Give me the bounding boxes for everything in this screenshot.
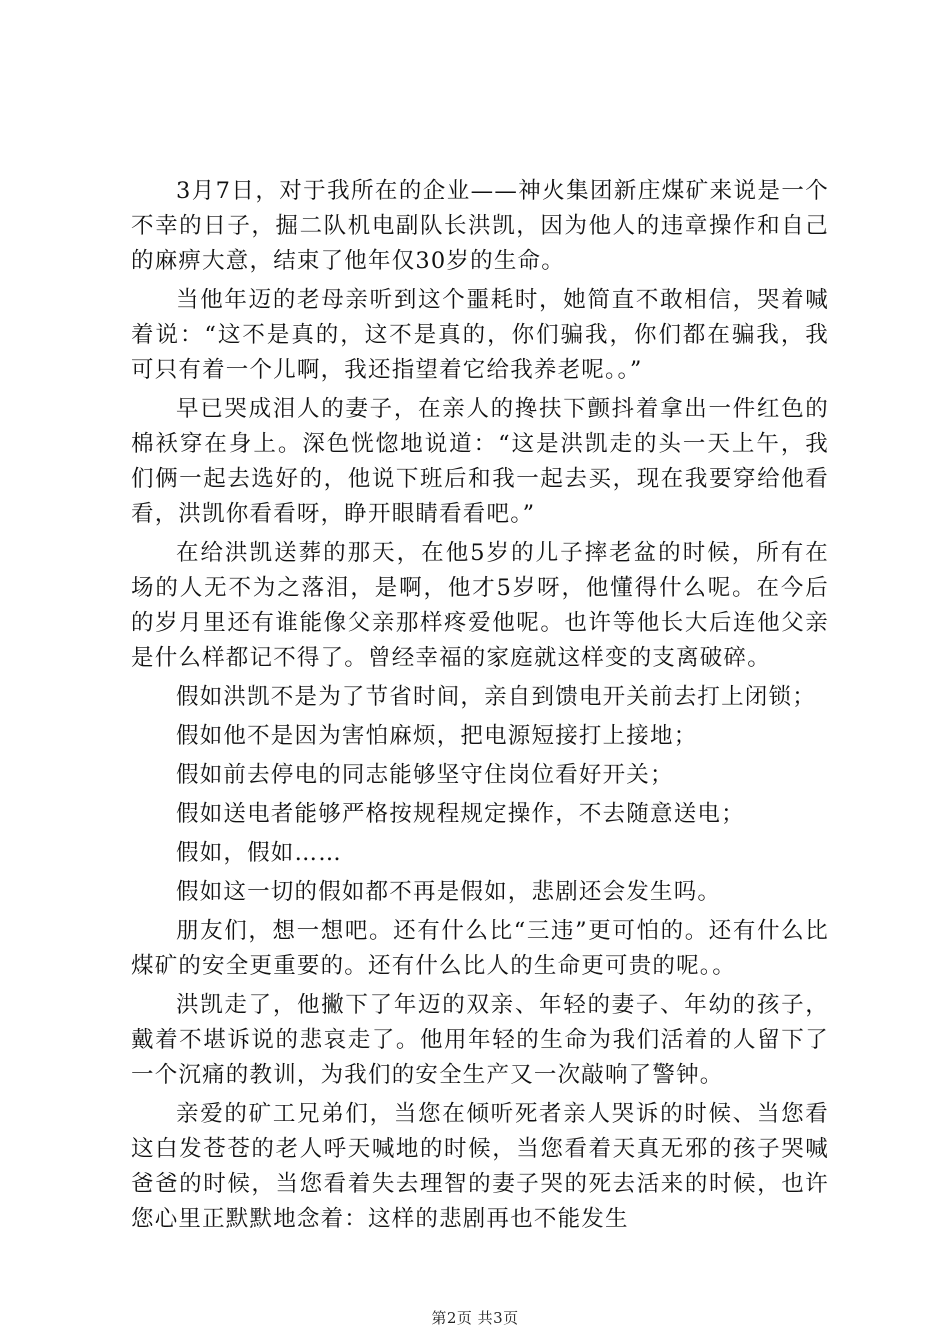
paragraph-mother: 当他年迈的老母亲听到这个噩耗时，她简直不敢相信，哭着喊着说：“这不是真的，这不是真的，你们骗我，你们都在骗我，我可只有着一个儿啊，我还指望着它给我养老呢。。” [131,287,829,383]
page-number-footer: 第2页 共3页 [431,1309,519,1327]
paragraph-if-5: 假如，假如…… [176,840,342,866]
paragraph-if-6: 假如这一切的假如都不再是假如，悲剧还会发生吗。 [176,879,722,905]
paragraph-if-1: 假如洪凯不是为了节省时间，亲自到馈电开关前去打上闭锁； [176,684,816,710]
paragraph-if-3: 假如前去停电的同志能够坚守住岗位看好开关； [176,762,674,788]
paragraph-hongkai-gone: 洪凯走了，他撇下了年迈的双亲、年轻的妻子、年幼的孩子，戴着不堪诉说的悲哀走了。他用年轻的生命为我们活着的人留下了一个沉痛的教训，为我们的安全生产又一次敲响了警钟。 [131,992,829,1088]
paragraph-funeral: 在给洪凯送葬的那天，在他5岁的儿子摔老盆的时候，所有在场的人无不为之落泪，是啊，他才5岁呀，他懂得什么呢。在今后的岁月里还有谁能像父亲那样疼爱他呢。也许等他长大后连他父亲是什么样都记不得了。曾经幸福的家庭就这样变的支离破碎。 [131,540,829,671]
paragraph-friends: 朋友们，想一想吧。还有什么比“三违”更可怕的。还有什么比煤矿的安全更重要的。还有什么比人的生命更可贵的呢。。 [131,918,829,979]
paragraph-miners: 亲爱的矿工兄弟们，当您在倾听死者亲人哭诉的时候、当您看这白发苍苍的老人呼天喊地的时候，当您看着天真无邪的孩子哭喊爸爸的时候，当您看着失去理智的妻子哭的死去活来的时候，也许您心里正默默地念着：这样的悲剧再也不能发生 [131,1101,829,1232]
paragraph-if-2: 假如他不是因为害怕麻烦，把电源短接打上接地； [176,723,698,749]
paragraph-if-4: 假如送电者能够严格按规程规定操作，不去随意送电； [176,801,745,827]
paragraph-wife: 早已哭成泪人的妻子，在亲人的搀扶下颤抖着拿出一件红色的棉袄穿在身上。深色恍惚地说道：“这是洪凯走的头一天上午，我们俩一起去选好的，他说下班后和我一起去买，现在我要穿给他看看，洪凯你看看呀，睁开眼睛看看吧。” [131,396,829,527]
paragraph-date-accident: 3月7日，对于我所在的企业——神火集团新庄煤矿来说是一个不幸的日子，掘二队机电副队长洪凯，因为他人的违章操作和自己的麻痹大意，结束了他年仅30岁的生命。 [131,178,829,274]
document-body [131,174,829,1241]
